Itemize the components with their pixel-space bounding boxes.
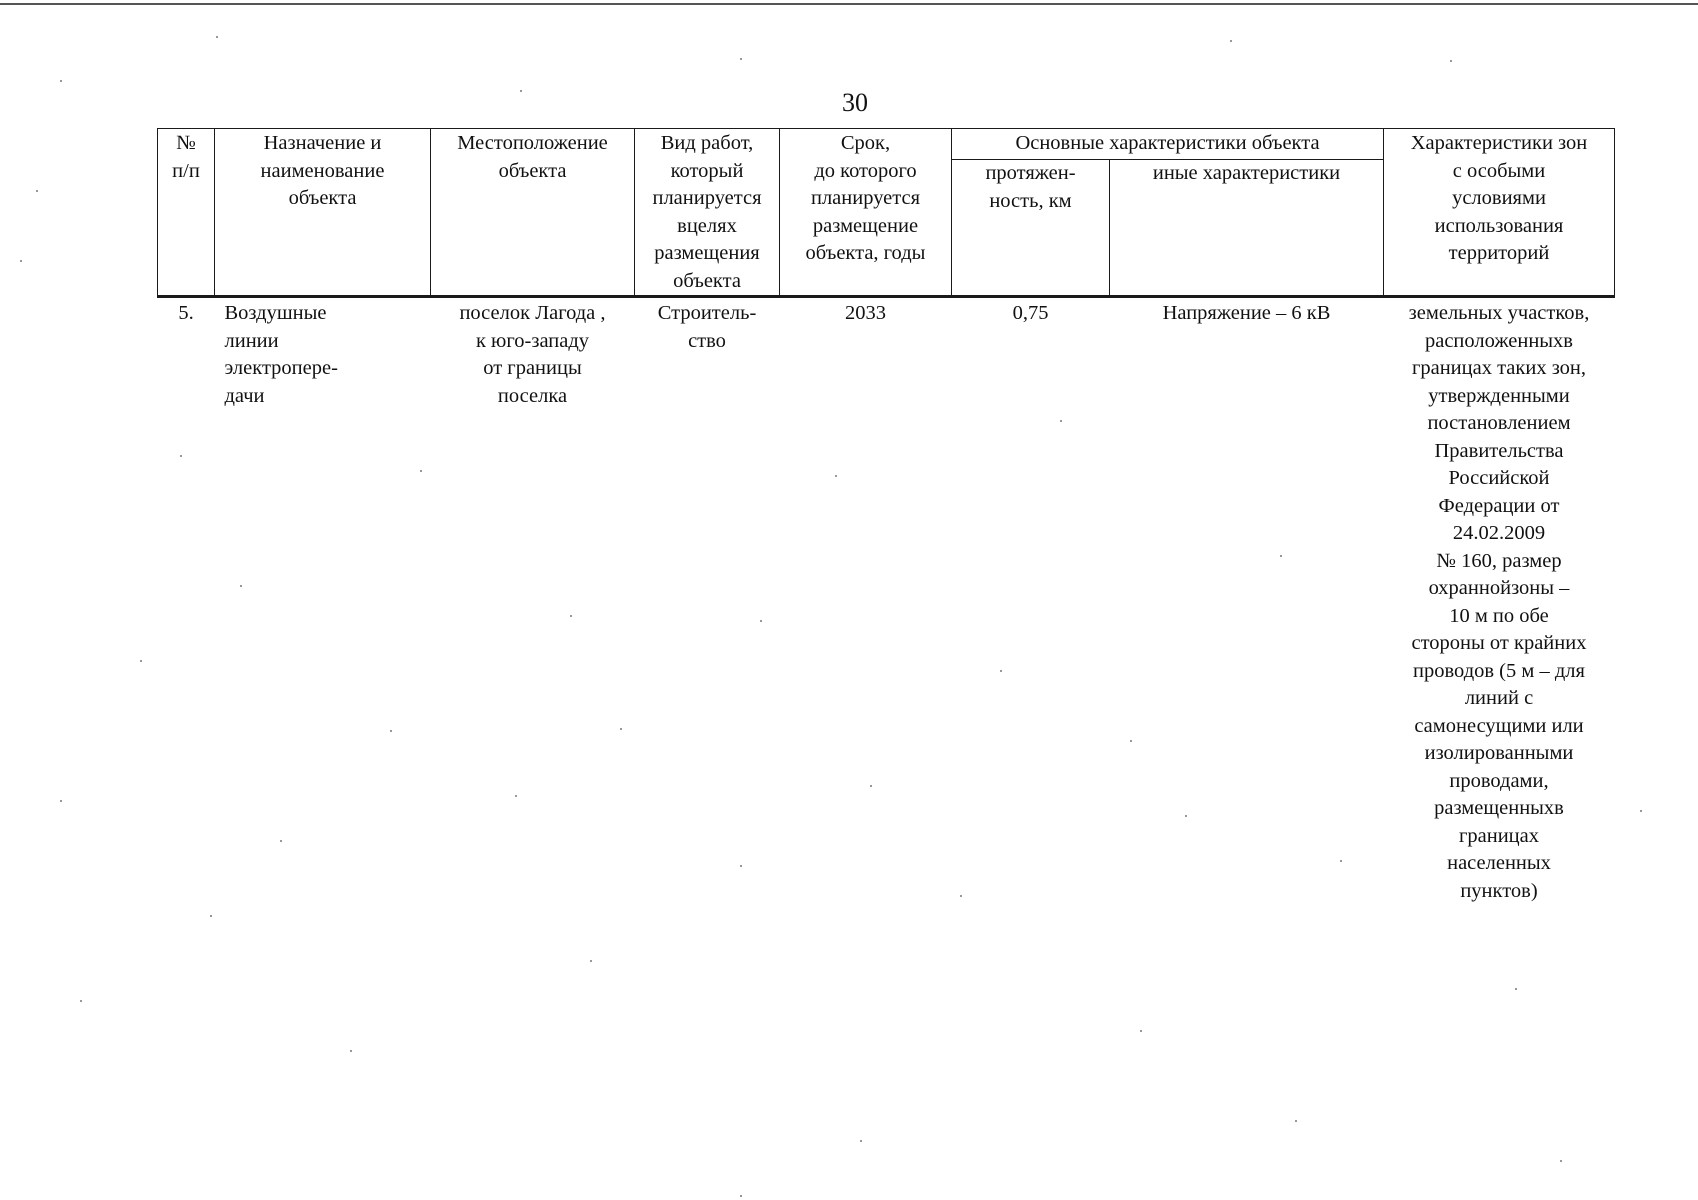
page-number: 30	[842, 88, 868, 117]
header-location: Местоположение объекта	[431, 129, 635, 297]
header-number: № п/п	[158, 129, 215, 297]
header-deadline: Срок, до которого планируется размещение объекта, годы	[780, 129, 952, 297]
cell-zones: земельных участков, расположенныхв границах таких зон, утвержденными постановлением Правительства Российской Федерации от 24.02.2009 № 160, размер охраннойзоны – 10 м по обе стороны от крайних проводов (5 м – для линий с самонесущими или изолированными проводами, размещенныхв границах населенных пунктов)	[1384, 297, 1615, 906]
cell-other-characteristics: Напряжение – 6 кВ	[1110, 297, 1384, 906]
planning-objects-table	[157, 128, 1615, 905]
header-other-characteristics: иные характеристики	[1110, 160, 1384, 297]
top-scan-rule	[0, 3, 1698, 5]
header-length: протяжен- ность, км	[952, 160, 1110, 297]
table-row	[158, 297, 1615, 906]
header-zones: Характеристики зон с особыми условиями использования территорий	[1384, 129, 1615, 297]
cell-deadline: 2033	[780, 297, 952, 906]
header-main-characteristics: Основные характеристики объекта	[952, 129, 1384, 160]
cell-location: поселок Лагода , к юго-западу от границы поселка	[431, 297, 635, 906]
header-purpose: Назначение и наименование объекта	[215, 129, 431, 297]
cell-number: 5.	[158, 297, 215, 906]
cell-purpose: Воздушные линии электропере- дачи	[215, 297, 431, 906]
table-header	[158, 129, 1615, 297]
header-work-type: Вид работ, который планируется вцелях размещения объекта	[635, 129, 780, 297]
cell-length: 0,75	[952, 297, 1110, 906]
cell-work-type: Строитель- ство	[635, 297, 780, 906]
